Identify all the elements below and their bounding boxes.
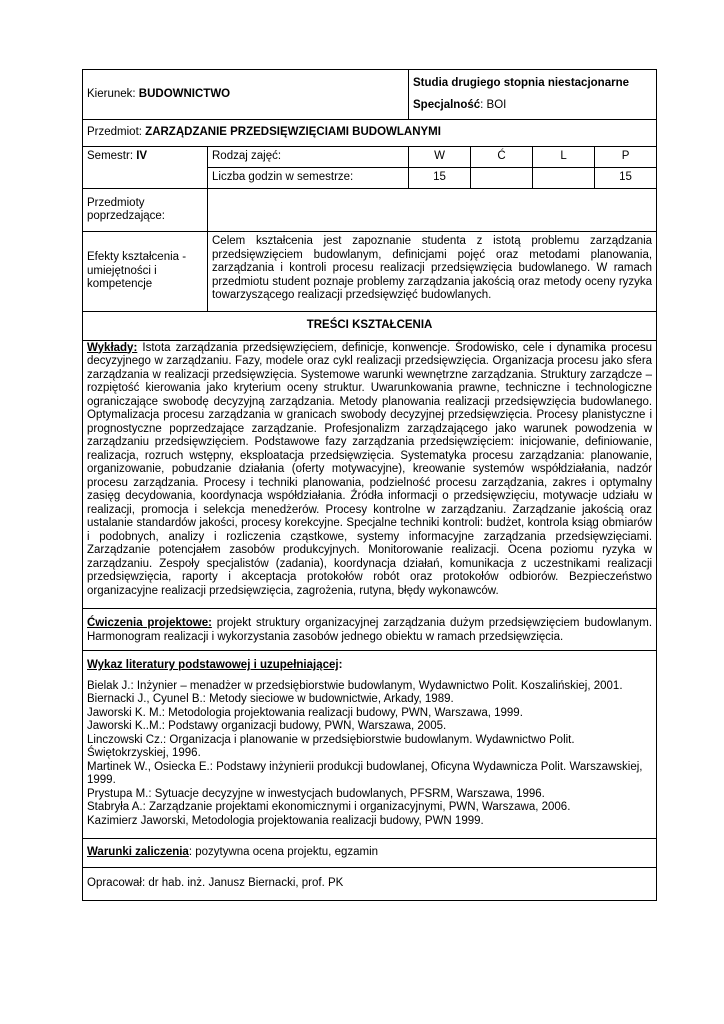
cwiczenia-text: projekt struktury organizacyjnej zarządzania dużym przedsięwzięciem budowlanym. Harmonogram realizacji i wykorzystania zasobów jednego obiektu w ramach przedsięwzięcia. [87, 617, 653, 643]
kierunek-label: Kierunek: [87, 87, 139, 100]
syllabus-page [82, 69, 656, 901]
poprzedzajace-value [208, 189, 657, 232]
col-w: W [409, 147, 471, 168]
efekty-text: Celem kształcenia jest zapoznanie studenta z istotą problemu zarządzania przedsięwzięciem budowlanym, definicjami pojęć oraz metodami planowania, zarządzania i kontroli procesu realizacji przedsięwzięcia budowlanego. W ramach przedmiotu student poznaje problemy zarządzania jakością oraz metody oceny ryzyka towarzyszącego realizacji przedsięwzięć budowlanych. [208, 232, 657, 312]
literatura-item: Kazimierz Jaworski, Metodologia projektowania realizacji budowy, PWN 1999. [87, 814, 484, 827]
wyklady-label: Wykłady: [87, 341, 138, 354]
hours-p: 15 [595, 168, 657, 189]
przedmiot-cell [83, 120, 657, 147]
przedmiot-value: ZARZĄDZANIE PRZEDSIĘWZIĘCIAMI BUDOWLANYMI [145, 126, 441, 139]
literatura-item: Jaworski K..M.: Podstawy organizacji budowy, PWN, Warszawa, 2005. [87, 720, 447, 732]
col-c: Ć [471, 147, 533, 168]
cwiczenia-cell [83, 609, 657, 651]
literatura-item: Linczowski Cz.: Organizacja i planowanie w przedsiębiorstwie budowlanym. Wydawnictwo Polit. Świętokrzyskiej, 1996. [87, 733, 575, 759]
efekty-row [83, 232, 657, 312]
opracowal-row [83, 868, 657, 901]
literatura-item: Biernacki J., Cyunel B.: Metody sieciowe w budownictwie, Arkady, 1989. [87, 693, 454, 705]
col-l: L [533, 147, 595, 168]
poprzedzajace-label: Przedmioty poprzedzające: [83, 189, 208, 232]
literatura-list [87, 680, 652, 829]
semestr-cell [83, 147, 208, 189]
wyklady-text: Istota zarządzania przedsięwzięciem, definicje, konwencje. Środowisko, cele i dynamika procesu decyzyjnego w zarządzaniu. Fazy, modele oraz cykl realizacji przedsięwzięcia. Organizacja procesu jako sfera zarządzania w realizacji przedsięwzięcia. Systemowe warunki wewnętrzne zarządzania. Struktury zarządcze – rozpiętość kierowania jako kryterium oceny struktur. Uwarunkowania prawne, techniczne i technologiczne ograniczające swobodę decyzyjną zarządzania. Metody planowania realizacji przedsięwzięcia budowlanego. Optymalizacja procesu zarządzania w granicach swobody decyzyjnej przedsięwzięcia. Procesy planistyczne i prognostyczne poprzedzające zarządzanie. Profesjonalizm zarządzającego jako warunek powodzenia w zarządzaniu przedsięwzięciem. Podstawowe fazy zarządzania przedsięwzięciem: inicjowanie, definiowanie, realizacja, rozruch wstępny, eksploatacja przedsięwzięcia. Systematyka procesu zarządzania: planowanie, organizowanie, pobudzanie działania (oferty motywacyjne), kreowanie systemów współdziałania, nadzór procesu zarządzania. Procesy i techniki planowania, podzielność procesu zarządzania, zakres i optymalny zasięg decydowania, koordynacja współdziałania. Źródła informacji o przedsięwzięciu, motywacje udziału w realizacji, promocja i selekcja menedżerów. Procesy kontrolne w zarządzaniu. Zarządzanie jakością oraz ustalanie standardów jakości, procesy korekcyjne. Specjalne techniki kontroli: budżet, kontrola ksiąg obmiarów i podobnych, analizy i rozliczenia cząstkowe, systemy informacyjne zarządzania przedsięwzięciami. Zarządzanie potencjałem zasobów produkcyjnych. Monitorowanie realizacji. Ocena poziomu ryzyka w zarządzaniu. Zespoły specjalistów (zadania), koordynacja działań, komunikacja z uczestnikami realizacji przedsięwzięcia, raporty i akceptacja protokołów robót oraz protokołów odbiorów. Bezpieczeństwo organizacyjne realizacji przedsięwzięcia, zagrożenia, rutyna, błędy wykonawców. [87, 341, 653, 597]
semestr-value: IV [136, 150, 148, 162]
col-p: P [595, 147, 657, 168]
literatura-item: Stabryła A.: Zarządzanie projektami ekonomicznymi i organizacyjnymi, PWN, Warszawa, 2006. [87, 801, 571, 813]
warunki-text: : pozytywna ocena projektu, egzamin [188, 846, 379, 859]
kierunek-cell [83, 70, 409, 120]
warunki-row [83, 839, 657, 868]
przedmiot-row [83, 120, 657, 147]
tresci-title: TREŚCI KSZTAŁCENIA [83, 311, 657, 340]
przedmiot-label: Przedmiot: [87, 126, 146, 139]
hours-l [533, 168, 595, 189]
warunki-label: Warunki zaliczenia [87, 846, 189, 859]
tresci-title-row [83, 311, 657, 340]
wyklady-row [83, 340, 657, 609]
kierunek-value: BUDOWNICTWO [138, 87, 231, 100]
semestr-label: Semestr: [87, 150, 137, 162]
specjalnosc-label: Specjalność [413, 98, 481, 111]
literatura-item: Martinek W., Osiecka E.: Podstawy inżynierii produkcji budowlanej, Oficyna Wydawnicza Polit. Warszawskiej, 1999. [87, 760, 643, 786]
literatura-row [83, 651, 657, 839]
literatura-item: Jaworski K. M.: Metodologia projektowania realizacji budowy, PWN, Warszawa, 1999. [87, 706, 523, 719]
specjalnosc-value: : BOI [480, 98, 507, 111]
semestr-row-1 [83, 147, 657, 168]
syllabus-table [82, 69, 657, 901]
literatura-title: Wykaz literatury podstawowej i uzupełniającej [87, 659, 339, 671]
studia-cell [409, 70, 657, 120]
opracowal-text: Opracował: dr hab. inż. Janusz Biernacki, prof. PK [83, 868, 657, 901]
literatura-colon: : [338, 659, 343, 671]
wyklady-cell [83, 340, 657, 609]
poprzedzajace-row [83, 189, 657, 232]
cwiczenia-row [83, 609, 657, 651]
cwiczenia-label: Ćwiczenia projektowe: [87, 617, 212, 629]
rodzaj-label: Rodzaj zajęć: [208, 147, 409, 168]
liczba-label: Liczba godzin w semestrze: [208, 168, 409, 189]
header-row [83, 70, 657, 120]
studia-title: Studia drugiego stopnia niestacjonarne [413, 77, 629, 89]
literatura-item: Bielak J.: Inżynier – menadżer w przedsiębiorstwie budowlanym, Wydawnictwo Polit. Koszalińskiej, 2001. [87, 679, 623, 692]
hours-w: 15 [409, 168, 471, 189]
warunki-cell [83, 839, 657, 868]
literatura-cell [83, 651, 657, 839]
hours-c [471, 168, 533, 189]
literatura-item: Prystupa M.: Sytuacje decyzyjne w inwestycjach budowlanych, PFSRM, Warszawa, 1996. [87, 787, 545, 800]
efekty-label: Efekty kształcenia - umiejętności i kompetencje [83, 232, 208, 312]
